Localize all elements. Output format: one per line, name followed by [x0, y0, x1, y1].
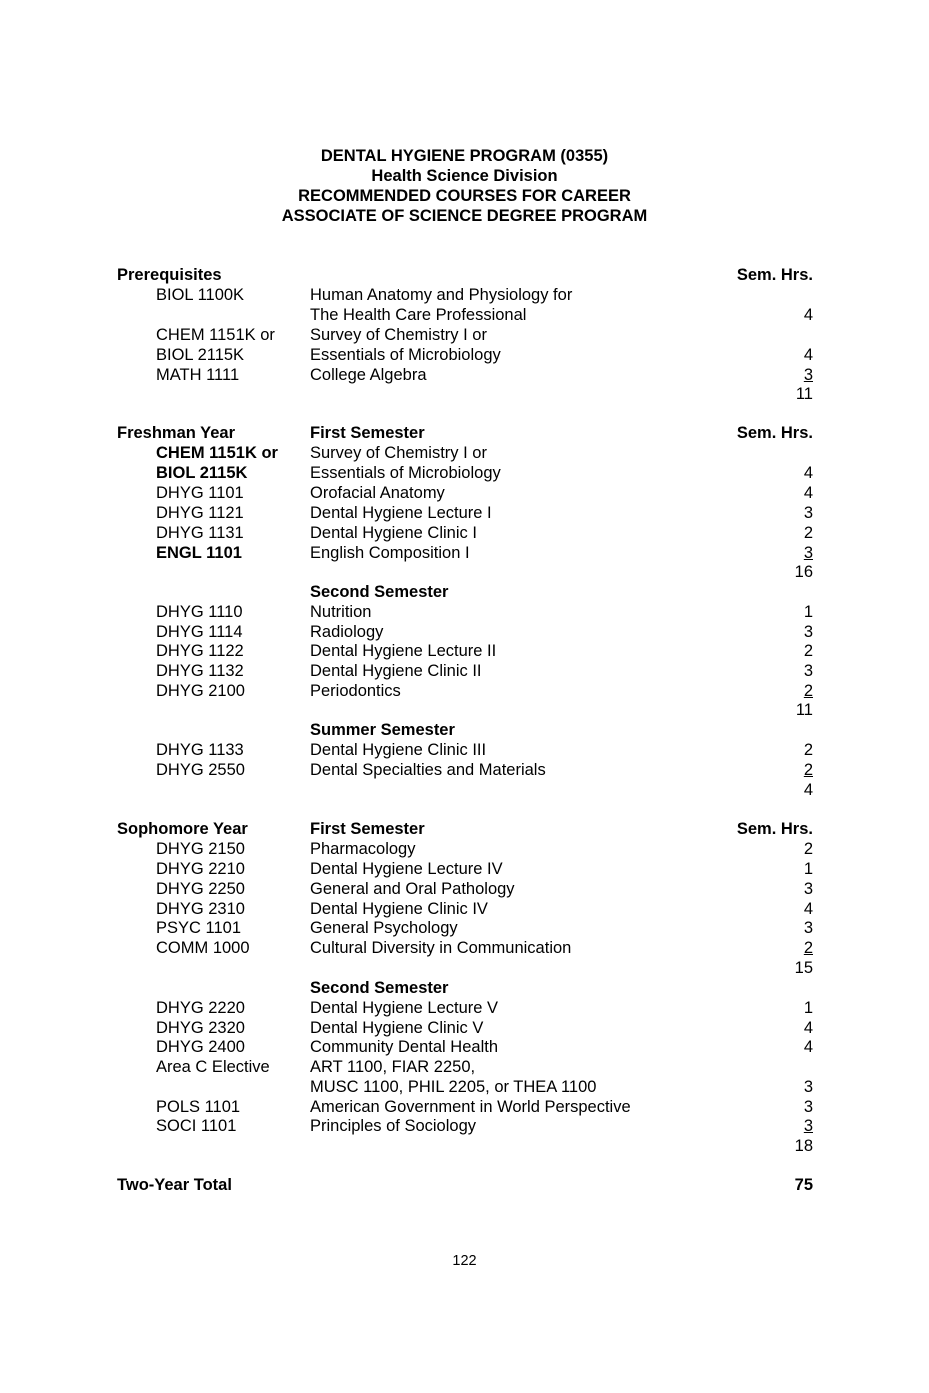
course-hours: 3: [803, 366, 813, 384]
course-name: Survey of Chemistry I or: [310, 326, 487, 344]
table-row: [0, 1057, 929, 1077]
course-name: Survey of Chemistry I or: [310, 444, 487, 462]
course-name: Dental Hygiene Lecture II: [310, 642, 497, 660]
course-name: The Health Care Professional: [310, 306, 527, 324]
table-row: [0, 1018, 929, 1038]
page-number: 122: [452, 1253, 477, 1269]
subtotal-row: [0, 700, 929, 720]
course-hours: 3: [803, 662, 813, 680]
course-code: BIOL 1100K: [156, 286, 245, 304]
subtotal-hours: 18: [794, 1137, 813, 1155]
table-row: [0, 602, 929, 622]
table-row: [0, 325, 929, 345]
course-code: MATH 1111: [156, 366, 240, 384]
table-row: [0, 345, 929, 365]
course-name: ART 1100, FIAR 2250,: [310, 1058, 476, 1076]
table-row: [0, 859, 929, 879]
subtotal-row: [0, 958, 929, 978]
table-row: [0, 879, 929, 899]
course-hours: 2: [803, 524, 813, 542]
course-name: MUSC 1100, PHIL 2205, or THEA 1100: [310, 1078, 597, 1096]
course-name: Dental Hygiene Lecture V: [310, 999, 499, 1017]
course-name: General Psychology: [310, 919, 458, 937]
course-code: DHYG 2250: [156, 880, 245, 898]
course-code: CHEM 1151K or: [156, 444, 278, 462]
recommended-courses-title: RECOMMENDED COURSES FOR CAREER: [298, 187, 631, 205]
course-name: Radiology: [310, 623, 384, 641]
course-name: Essentials of Microbiology: [310, 464, 501, 482]
course-hours: 2: [803, 642, 813, 660]
course-hours: 1: [803, 999, 813, 1017]
table-row: [0, 899, 929, 919]
table-row: [0, 503, 929, 523]
semester-heading-row: [0, 582, 929, 602]
section-title: Freshman Year: [117, 424, 236, 442]
course-code: COMM 1000: [156, 939, 250, 957]
course-name: Cultural Diversity in Communication: [310, 939, 572, 957]
course-name: Dental Hygiene Clinic I: [310, 524, 477, 542]
course-name: Periodontics: [310, 682, 401, 700]
course-name: Dental Hygiene Clinic II: [310, 662, 482, 680]
sophomore-heading-row: [0, 819, 929, 839]
table-row: [0, 523, 929, 543]
course-hours: 4: [803, 1019, 813, 1037]
table-row: [0, 285, 929, 305]
table-row: [0, 365, 929, 385]
course-code: DHYG 1114: [156, 623, 243, 641]
course-code: DHYG 1131: [156, 524, 244, 542]
course-hours: 3: [803, 1098, 813, 1116]
subtotal-row: [0, 562, 929, 582]
course-code: ENGL 1101: [156, 544, 242, 562]
course-name: Dental Hygiene Lecture I: [310, 504, 492, 522]
course-code: CHEM 1151K or: [156, 326, 275, 344]
table-row: [0, 1116, 929, 1136]
course-name: Dental Hygiene Lecture IV: [310, 860, 503, 878]
course-hours: 1: [803, 860, 813, 878]
two-year-total-row: [0, 1175, 929, 1195]
course-code: BIOL 2115K: [156, 346, 245, 364]
course-name: Essentials of Microbiology: [310, 346, 501, 364]
table-row: [0, 543, 929, 563]
subtotal-row: [0, 384, 929, 404]
course-code: DHYG 1122: [156, 642, 244, 660]
course-name: Orofacial Anatomy: [310, 484, 445, 502]
course-code: DHYG 2310: [156, 900, 245, 918]
subtotal-hours: 11: [795, 385, 813, 403]
semester-title: Second Semester: [310, 583, 449, 601]
two-year-total-label: Two-Year Total: [117, 1176, 232, 1194]
subtotal-row: [0, 1136, 929, 1156]
course-hours: 3: [803, 544, 813, 562]
subtotal-hours: 16: [794, 563, 813, 581]
course-name: Community Dental Health: [310, 1038, 498, 1056]
course-code: PSYC 1101: [156, 919, 241, 937]
course-hours: 3: [803, 1117, 813, 1135]
course-name: Dental Hygiene Clinic III: [310, 741, 487, 759]
program-title: DENTAL HYGIENE PROGRAM (0355): [320, 147, 609, 165]
table-row: [0, 681, 929, 701]
semester-title: Second Semester: [310, 979, 449, 997]
course-hours: 3: [803, 623, 813, 641]
course-name: Dental Hygiene Clinic V: [310, 1019, 484, 1037]
table-row: [0, 661, 929, 681]
semester-title: First Semester: [310, 820, 425, 838]
course-code: DHYG 2210: [156, 860, 245, 878]
table-row: [0, 1097, 929, 1117]
course-name: American Government in World Perspective: [310, 1098, 631, 1116]
division-name: Health Science Division: [371, 167, 558, 185]
freshman-heading-row: [0, 423, 929, 443]
course-code: POLS 1101: [156, 1098, 241, 1116]
document-header: [0, 146, 929, 226]
course-code: DHYG 2100: [156, 682, 245, 700]
course-hours: 4: [803, 306, 813, 324]
section-title: Sophomore Year: [117, 820, 248, 838]
course-hours: 2: [803, 741, 813, 759]
course-code: DHYG 2220: [156, 999, 245, 1017]
course-code: DHYG 1101: [156, 484, 244, 502]
subtotal-hours: 4: [803, 781, 813, 799]
degree-program-title: ASSOCIATE OF SCIENCE DEGREE PROGRAM: [281, 207, 648, 225]
two-year-total-value: 75: [794, 1176, 813, 1194]
table-row: [0, 305, 929, 325]
table-row: [0, 443, 929, 463]
semester-heading-row: [0, 720, 929, 740]
course-code: DHYG 1110: [156, 603, 243, 621]
table-row: [0, 760, 929, 780]
course-hours: 4: [803, 464, 813, 482]
course-name: Human Anatomy and Physiology for: [310, 286, 573, 304]
table-row: [0, 938, 929, 958]
table-row: [0, 1037, 929, 1057]
course-hours: 4: [803, 484, 813, 502]
course-name: Nutrition: [310, 603, 372, 621]
sem-hrs-header: Sem. Hrs.: [736, 266, 813, 284]
table-row: [0, 839, 929, 859]
course-name: General and Oral Pathology: [310, 880, 515, 898]
course-code: DHYG 2550: [156, 761, 245, 779]
course-hours: 2: [803, 682, 813, 700]
subtotal-row: [0, 780, 929, 800]
table-row: [0, 483, 929, 503]
course-code: BIOL 2115K: [156, 464, 248, 482]
subtotal-hours: 15: [794, 959, 813, 977]
course-hours: 3: [803, 880, 813, 898]
sem-hrs-header: Sem. Hrs.: [736, 424, 813, 442]
sem-hrs-header: Sem. Hrs.: [736, 820, 813, 838]
course-hours: 3: [803, 1078, 813, 1096]
course-hours: 2: [803, 840, 813, 858]
table-row: [0, 1077, 929, 1097]
course-hours: 4: [803, 1038, 813, 1056]
course-hours: 3: [803, 919, 813, 937]
course-name: English Composition I: [310, 544, 470, 562]
course-code: DHYG 2150: [156, 840, 245, 858]
prereq-heading-row: [0, 265, 929, 285]
course-name: Dental Hygiene Clinic IV: [310, 900, 488, 918]
table-row: [0, 641, 929, 661]
table-row: [0, 622, 929, 642]
course-code: Area C Elective: [156, 1058, 270, 1076]
semester-title: First Semester: [310, 424, 425, 442]
course-hours: 3: [803, 504, 813, 522]
course-code: DHYG 1121: [156, 504, 244, 522]
course-hours: 2: [803, 761, 813, 779]
course-code: DHYG 2320: [156, 1019, 245, 1037]
course-code: DHYG 2400: [156, 1038, 245, 1056]
course-name: Pharmacology: [310, 840, 416, 858]
course-name: Dental Specialties and Materials: [310, 761, 546, 779]
table-row: [0, 740, 929, 760]
semester-title: Summer Semester: [310, 721, 455, 739]
course-hours: 1: [803, 603, 813, 621]
course-code: DHYG 1132: [156, 662, 244, 680]
semester-heading-row: [0, 978, 929, 998]
table-row: [0, 463, 929, 483]
table-row: [0, 998, 929, 1018]
course-hours: 2: [803, 939, 813, 957]
subtotal-hours: 11: [795, 701, 813, 719]
course-hours: 4: [803, 346, 813, 364]
course-hours: 4: [803, 900, 813, 918]
table-row: [0, 918, 929, 938]
course-name: College Algebra: [310, 366, 427, 384]
course-name: Principles of Sociology: [310, 1117, 476, 1135]
course-code: SOCI 1101: [156, 1117, 237, 1135]
course-code: DHYG 1133: [156, 741, 244, 759]
section-title: Prerequisites: [117, 266, 222, 284]
